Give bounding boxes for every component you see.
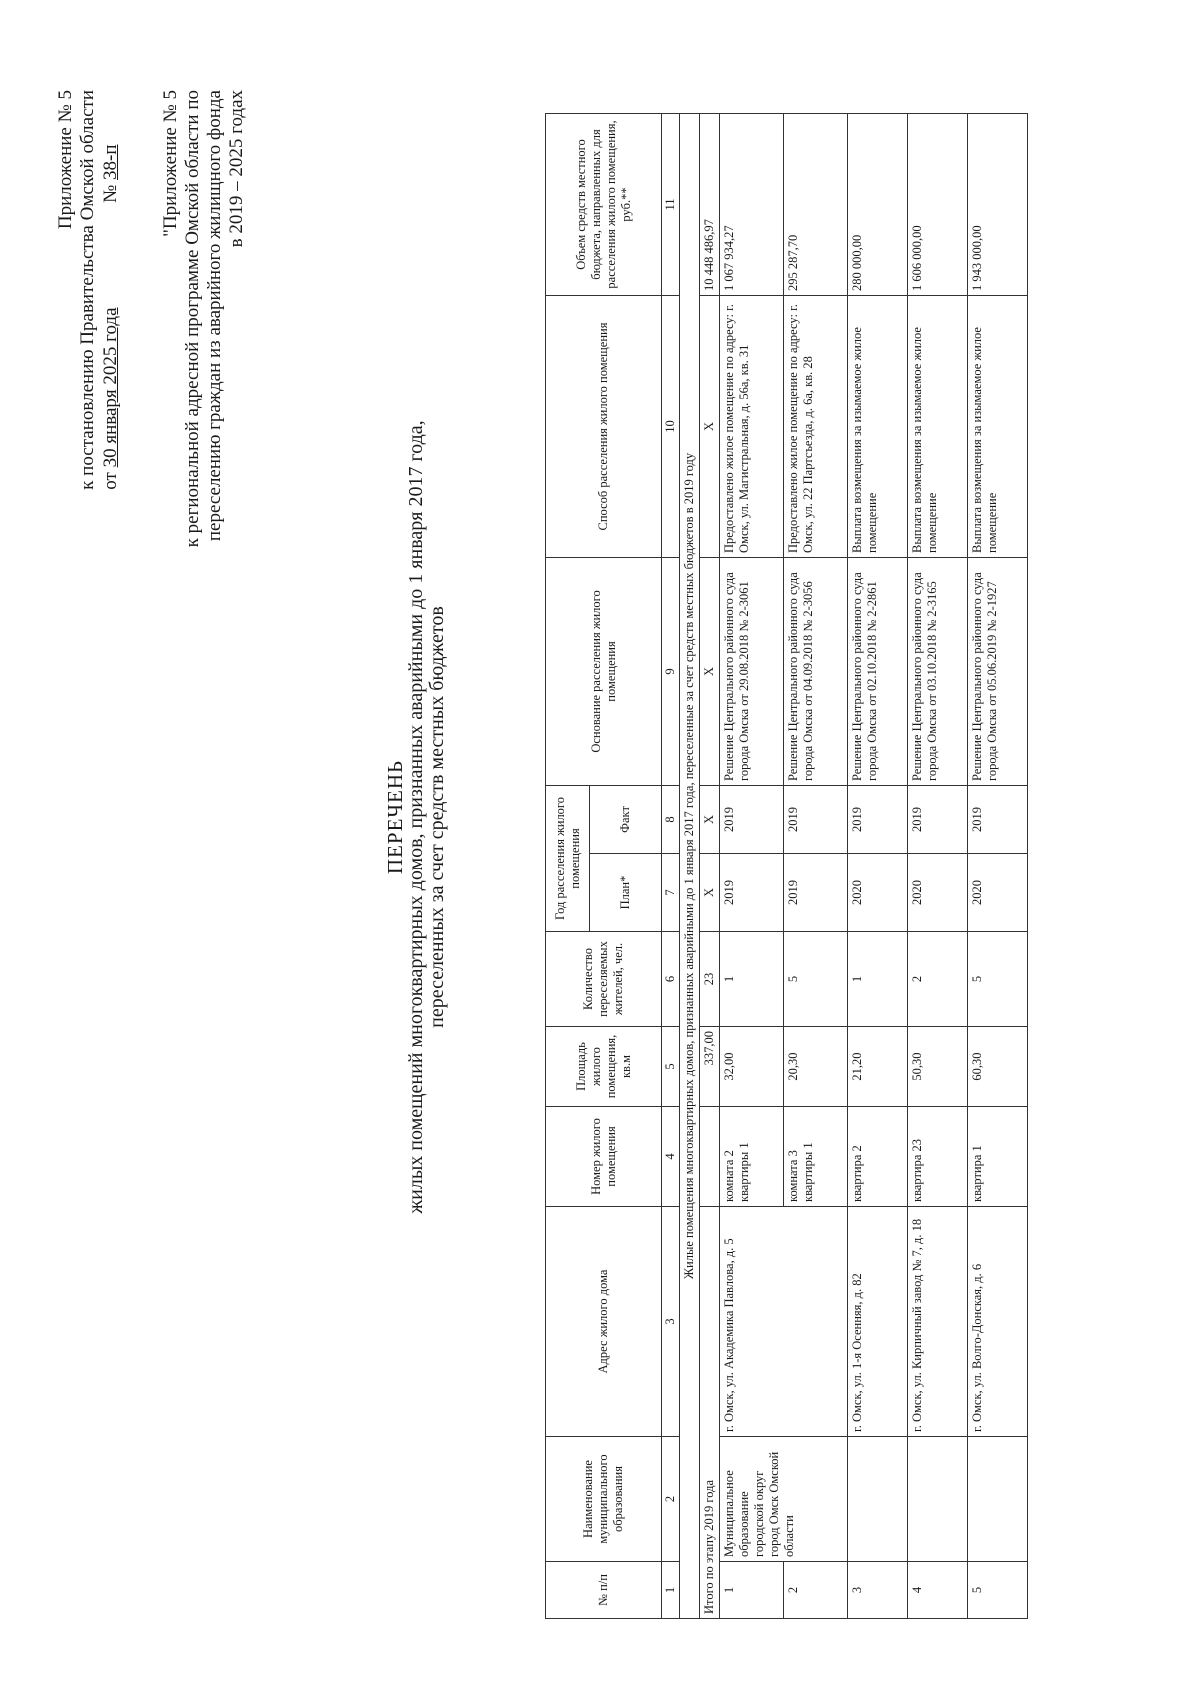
total-method: X [700,295,720,557]
row-method: Предоставлено жилое помещение по адресу: г. Омск, ул. 22 Партсъезда, д. 6а, кв. 28 [784,295,848,557]
row-num: 4 [908,1562,968,1619]
section-row [680,113,700,1618]
row-plan: 2020 [908,854,968,932]
row-num: 5 [968,1562,1028,1619]
column-number-row [662,113,680,1618]
row-room: квартира 1 [968,1107,1028,1207]
total-row [700,113,720,1618]
row-funds: 295 287,70 [784,113,848,295]
column-number: 10 [662,295,680,557]
column-number: 7 [662,854,680,932]
header-area: Площадь жилого помещения, кв.м [546,1027,662,1107]
document-title-block [385,337,448,1297]
total-plan: X [700,854,720,932]
row-address: г. Омск, ул. Кирпичный завод № 7, д. 18 [908,1207,968,1437]
row-residents: 1 [720,932,784,1027]
row-basis: Решение Центрального районного суда города Омска от 02.10.2018 № 2-2861 [848,557,908,785]
table-row [968,113,1028,1618]
row-method: Выплата возмещения за изымаемое жилое помещение [968,295,1028,557]
housing-table [545,113,1028,1619]
column-number: 9 [662,557,680,785]
number-value: 38-п [100,144,121,180]
program-ref-line2: переселению граждан из аварийного жилищного фонда [204,90,225,542]
appendix-date-line [100,90,122,490]
column-number: 11 [662,113,680,295]
row-area: 60,30 [968,1027,1028,1107]
row-plan: 2020 [968,854,1028,932]
total-residents: 23 [700,932,720,1027]
row-residents: 1 [848,932,908,1027]
appendix-resolution-ref: к постановлению Правительства Омской области [77,90,98,490]
row-address: г. Омск, ул. Академика Павлова, д. 5 [720,1207,848,1437]
row-fact: 2019 [784,785,848,853]
program-ref-line1: к региональной адресной программе Омской области по [182,90,203,548]
table-row [848,113,908,1618]
row-room: квартира 2 [848,1107,908,1207]
section-title: Жилые помещения многоквартирных домов, признанных аварийными до 1 января 2017 года, переселенные за счет средств местных бюджетов в 2019 году [680,113,700,1618]
appendix-number: Приложение № 5 [55,90,76,230]
row-municipality: Муниципальное образование городской округ город Омск Омской области [720,1437,848,1562]
column-number: 5 [662,1027,680,1107]
row-area: 50,30 [908,1027,968,1107]
total-label: Итого по этапу 2019 года [700,1207,720,1619]
total-funds: 10 448 486,97 [700,113,720,295]
column-number: 6 [662,932,680,1027]
row-residents: 5 [968,932,1028,1027]
row-fact: 2019 [720,785,784,853]
column-number: 2 [662,1437,680,1562]
table-row [720,113,784,1618]
row-address: г. Омск, ул. 1-я Осенняя, д. 82 [848,1207,908,1437]
row-area: 20,30 [784,1027,848,1107]
row-num: 1 [720,1562,784,1619]
header-basis: Основание расселения жилого помещения [546,557,662,785]
total-basis: X [700,557,720,785]
row-funds: 280 000,00 [848,113,908,295]
row-basis: Решение Центрального районного суда города Омска от 29.08.2018 № 2-3061 [720,557,784,785]
header-fact: Факт [590,785,662,853]
column-number: 1 [662,1562,680,1619]
total-area: 337,00 [700,1027,720,1107]
row-method: Предоставлено жилое помещение по адресу: г. Омск, ул. Магистральная, д. 56а, кв. 31 [720,295,784,557]
row-room: комната 3 квартиры 1 [784,1107,848,1207]
header-funds: Объем средств местного бюджета, направленных для расселения жилого помещения, руб.** [546,113,662,295]
total-fact: X [700,785,720,853]
row-basis: Решение Центрального районного суда города Омска от 03.10.2018 № 2-3165 [908,557,968,785]
number-prefix: № [100,184,121,203]
row-method: Выплата возмещения за изымаемое жилое помещение [848,295,908,557]
row-area: 21,20 [848,1027,908,1107]
row-room: квартира 23 [908,1107,968,1207]
document-subtitle-line1: жилых помещений многоквартирных домов, признанных аварийными до 1 января 2017 года, [405,420,427,1214]
row-address: г. Омск, ул. Волго-Донская, д. 6 [968,1207,1028,1437]
header-plan: План* [590,854,662,932]
header-room-number: Номер жилого помещения [546,1107,662,1207]
row-residents: 5 [784,932,848,1027]
row-residents: 2 [908,932,968,1027]
row-funds: 1 067 934,27 [720,113,784,295]
program-ref-line3: в 2019 – 2025 годах [226,90,247,248]
row-fact: 2019 [968,785,1028,853]
row-area: 32,00 [720,1027,784,1107]
table-header-row [546,113,590,1618]
document-title: ПЕРЕЧЕНЬ [383,759,407,875]
row-fact: 2019 [848,785,908,853]
header-municipality: Наименование муниципального образования [546,1437,662,1562]
column-number: 3 [662,1207,680,1437]
row-funds: 1 943 000,00 [968,113,1028,295]
row-method: Выплата возмещения за изымаемое жилое помещение [908,295,968,557]
date-prefix: от [100,472,121,490]
row-plan: 2020 [848,854,908,932]
row-plan: 2019 [784,854,848,932]
row-funds: 1 606 000,00 [908,113,968,295]
row-room: комната 2 квартиры 1 [720,1107,784,1207]
date-value: 30 января 2025 года [100,307,121,468]
header-year-group: Год расселения жилого помещения [546,785,590,931]
document-subtitle-line2: переселенных за счет средств местных бюджетов [426,606,448,1028]
header-residents: Количество переселяемых жителей, чел. [546,932,662,1027]
header-method: Способ расселения жилого помещения [546,295,662,557]
header-address: Адрес жилого дома [546,1207,662,1437]
row-basis: Решение Центрального районного суда города Омска от 05.06.2019 № 2-1927 [968,557,1028,785]
row-num: 3 [848,1562,908,1619]
table-row [908,113,968,1618]
row-basis: Решение Центрального районного суда города Омска от 04.09.2018 № 2-3056 [784,557,848,785]
column-number: 4 [662,1107,680,1207]
row-num: 2 [784,1562,848,1619]
program-appendix-number: "Приложение № 5 [160,90,181,237]
header-num: № п/п [546,1562,662,1619]
row-plan: 2019 [720,854,784,932]
row-fact: 2019 [908,785,968,853]
column-number: 8 [662,785,680,853]
